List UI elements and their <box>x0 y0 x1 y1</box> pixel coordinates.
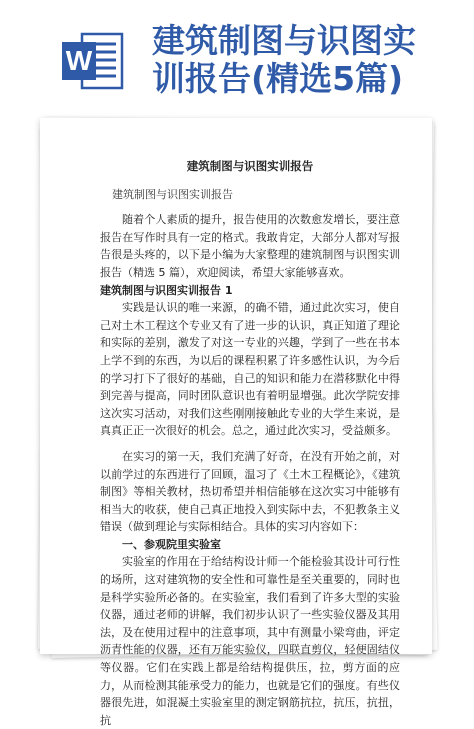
page-title <box>152 22 462 98</box>
header-banner <box>0 0 474 120</box>
body-paragraph: 实践是认识的唯一来源，的确不错，通过此次实习，使自己对土木工程这个专业又有了进一步的认识，真正知道了理论和实际的差别，激发了对这一专业的兴趣，学到了一些在书本上学不到的东西，为以后的课程积累了许多感性认识，为今后的学习打下了很好的基础，自己的知识和能力在潜移默化中得到完善与提高，同时团队意识也有着明显增强。此次学院安排这次实习活动，对我们这些刚刚接触此专业的大学生来说，是真真正正一次很好的机会。总之，通过此次实习，受益颇多。 <box>100 301 400 438</box>
page-title-line1: 建筑制图与识图实 <box>152 21 416 60</box>
document-body <box>100 158 400 729</box>
page-title-line2: 训报告(精选5篇) <box>152 59 404 98</box>
subsection-heading: 一、参观院里实验室 <box>122 537 221 551</box>
body-paragraph: 在实习的第一天，我们充满了好奇，在没有开始之前，对以前学过的东西进行了回顾，温习了《土木工程概论》，《建筑制图》等相关教材，热切希望并相信能够在这次实习中能够有相当大的收获，使自己真正地投入到实际中去，不犯教条主义错误（做到理论与实际相结合。具体的实习内容如下： <box>100 449 400 534</box>
document-title: 建筑制图与识图实训报告 <box>186 159 314 173</box>
intro-paragraph: 随着个人素质的提升，报告使用的次数愈发增长，要注意报告在写作时具有一定的格式。我敢肯定，大部分人都对写报告很是头疼的，以下是小编为大家整理的建筑制图与识图实训报告（精选 5 篇），欢迎阅读，希望大家能够喜欢。 <box>100 213 400 279</box>
document-preview <box>40 118 436 727</box>
body-paragraph: 实验室的作用在于给结构设计师一个能检验其设计可行性的场所，这对建筑物的安全性和可靠性是至关重要的，同时也是科学实验所必备的。在实验室，我们看到了许多大型的实验仪器，通过老师的讲解，我们初步认识了一些实验仪器及其用法，及在使用过程中的注意事项，其中有测量小梁弯曲，评定沥青性能的仪器，还有万能实验仪，四联直剪仪，轻便固结仪等仪器。它们在实践上都是给结构提供压，拉，剪方面的应力，从而检测其能承受力的能力，也就是它们的强度。有些仪器很先进，如混凝土实验室里的测定钢筋抗拉，抗压，抗扭，抗 <box>100 555 400 727</box>
paper-sheet <box>40 118 432 727</box>
word-document-icon <box>60 28 126 94</box>
word-logo-letter: W <box>65 45 93 76</box>
document-subtitle: 建筑制图与识图实训报告 <box>112 187 233 201</box>
section-heading: 建筑制图与识图实训报告 1 <box>100 283 233 297</box>
